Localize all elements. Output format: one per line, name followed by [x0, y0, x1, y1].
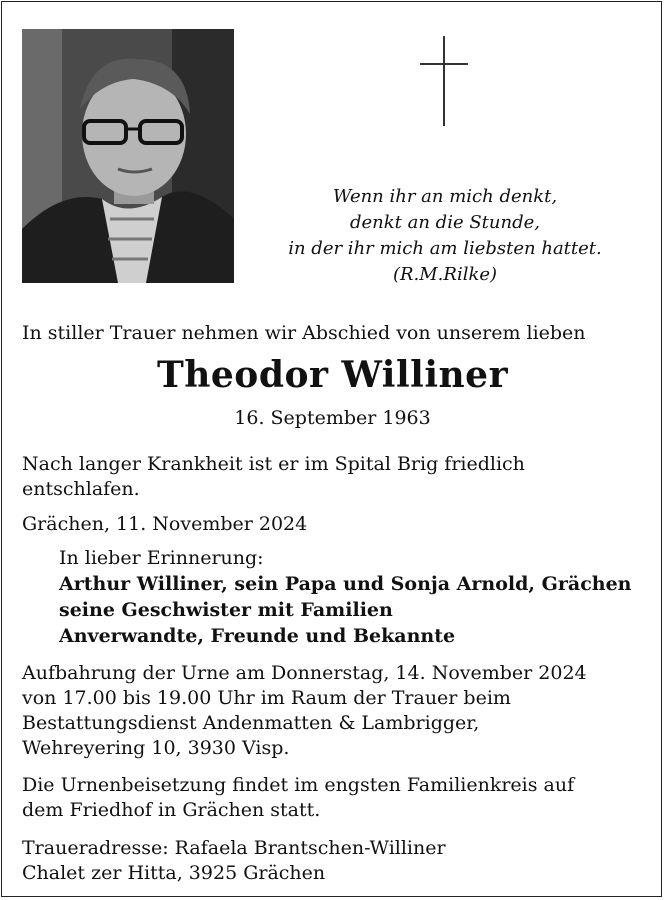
cross-icon — [420, 36, 468, 126]
poem-line: in der ihr mich am liebsten hattet. — [288, 238, 602, 259]
poem-quote — [270, 184, 620, 288]
portrait-image — [22, 29, 234, 283]
mourner-line: Anverwandte, Freunde und Bekannte — [59, 625, 456, 647]
poem-line: denkt an die Stunde, — [350, 212, 540, 233]
address-line: Traueradresse: Rafaela Brantschen-Williner — [22, 837, 446, 859]
poem-attribution: (R.M.Rilke) — [392, 264, 498, 285]
mourner-line: seine Geschwister mit Familien — [59, 599, 393, 621]
deceased-name: Theodor Williner — [156, 354, 509, 396]
viewing-line: Wehreyering 10, 3930 Visp. — [22, 737, 290, 759]
place-date: Grächen, 11. November 2024 — [22, 513, 308, 535]
viewing-paragraph — [22, 661, 642, 761]
address-paragraph — [22, 836, 642, 886]
viewing-line: von 17.00 bis 19.00 Uhr im Raum der Trauer beim — [22, 687, 511, 709]
poem-line: Wenn ihr an mich denkt, — [332, 186, 558, 207]
viewing-line: Aufbahrung der Urne am Donnerstag, 14. November 2024 — [22, 662, 587, 684]
passing-line: Nach langer Krankheit ist er im Spital Brig friedlich — [22, 453, 525, 475]
address-line: Chalet zer Hitta, 3925 Grächen — [22, 862, 326, 884]
burial-line: Die Urnenbeisetzung findet im engsten Familienkreis auf — [22, 774, 575, 796]
portrait-photo — [22, 29, 234, 283]
burial-paragraph — [22, 773, 642, 823]
viewing-line: Bestattungsdienst Andenmatten & Lambrigger, — [22, 712, 480, 734]
memory-heading: In lieber Erinnerung: — [59, 547, 264, 569]
passing-paragraph — [22, 452, 642, 502]
passing-line: entschlafen. — [22, 478, 140, 500]
birth-date: 16. September 1963 — [234, 407, 431, 429]
memory-block — [59, 545, 649, 649]
intro-text: In stiller Trauer nehmen wir Abschied von unserem lieben — [22, 322, 586, 344]
burial-line: dem Friedhof in Grächen statt. — [22, 799, 321, 821]
mourner-line: Arthur Williner, sein Papa und Sonja Arnold, Grächen — [59, 573, 632, 595]
